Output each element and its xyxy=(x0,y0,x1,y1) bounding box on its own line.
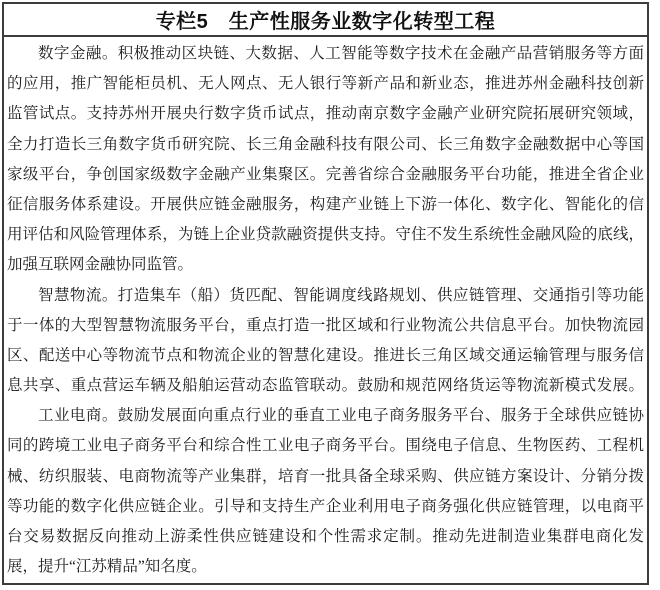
body-line: 智慧物流。打造集车（船）货匹配、智能调度线路规划、供应链管理、交通指引等功能 xyxy=(38,286,644,304)
paragraph-smart-logistics xyxy=(7,281,644,402)
body-line: 械、纺织服装、电商物流等产业集群，培育一批具备全球采购、供应链方案设计、分销分拨 xyxy=(7,467,644,485)
body-line: 家级平台，争创国家级数字金融产业集聚区。完善省综合金融服务平台功能，推进全省企业 xyxy=(7,165,644,183)
body-line: 监管试点。支持苏州开展央行数字货币试点，推动南京数字金融产业研究院拓展研究领域， xyxy=(7,105,644,123)
body-line: 于一体的大型智慧物流服务平台，重点打造一批区域和行业物流公共信息平台。加快物流园 xyxy=(7,316,644,334)
body-line: 同的跨境工业电子商务平台和综合性工业电子商务平台。围绕电子信息、生物医药、工程机 xyxy=(7,437,644,455)
paragraph-industrial-ecommerce xyxy=(7,401,644,582)
body-line: 全力打造长三角数字货币研究院、长三角金融科技有限公司、长三角数字金融数据中心等国 xyxy=(7,135,644,153)
body-line: 的应用，推广智能柜员机、无人网点、无人银行等新产品和新业态，推进苏州金融科技创新 xyxy=(7,75,644,93)
paragraph-digital-finance xyxy=(7,39,644,281)
body-line: 用评估和风险管理体系，为链上企业贷款融资提供支持。守住不发生系统性金融风险的底线， xyxy=(7,226,644,244)
body-line: 展，提升“江苏精品”知名度。 xyxy=(7,558,207,576)
panel-title: 专栏5 生产性服务业数字化转型工程 xyxy=(155,11,496,33)
body-line: 征信服务体系建设。开展供应链金融服务，构建产业链上下游一体化、数字化、智能化的信 xyxy=(7,195,644,213)
body-line: 台交易数据反向推动上游柔性供应链建设和个性需求定制。推动先进制造业集群电商化发 xyxy=(7,528,644,545)
body-line: 工业电商。鼓励发展面向重点行业的垂直工业电子商务服务平台、服务于全球供应链协 xyxy=(38,407,644,425)
body-line: 加强互联网金融协同监管。 xyxy=(7,256,194,274)
column-box-header xyxy=(4,4,647,37)
body-line: 区、配送中心等物流节点和物流企业的智慧化建设。推进长三角区域交通运输管理与服务信 xyxy=(7,346,644,364)
column-box-body xyxy=(4,37,647,582)
column-box xyxy=(2,2,649,585)
body-line: 数字金融。积极推动区块链、大数据、人工智能等数字技术在金融产品营销服务等方面 xyxy=(38,45,644,62)
body-line: 息共享、重点营运车辆及船舶运营动态监管联动。鼓励和规范网络货运等物流新模式发展。 xyxy=(7,377,644,395)
body-line: 等功能的数字化供应链企业。引导和支持生产企业利用电子商务强化供应链管理，以电商平 xyxy=(7,497,644,515)
